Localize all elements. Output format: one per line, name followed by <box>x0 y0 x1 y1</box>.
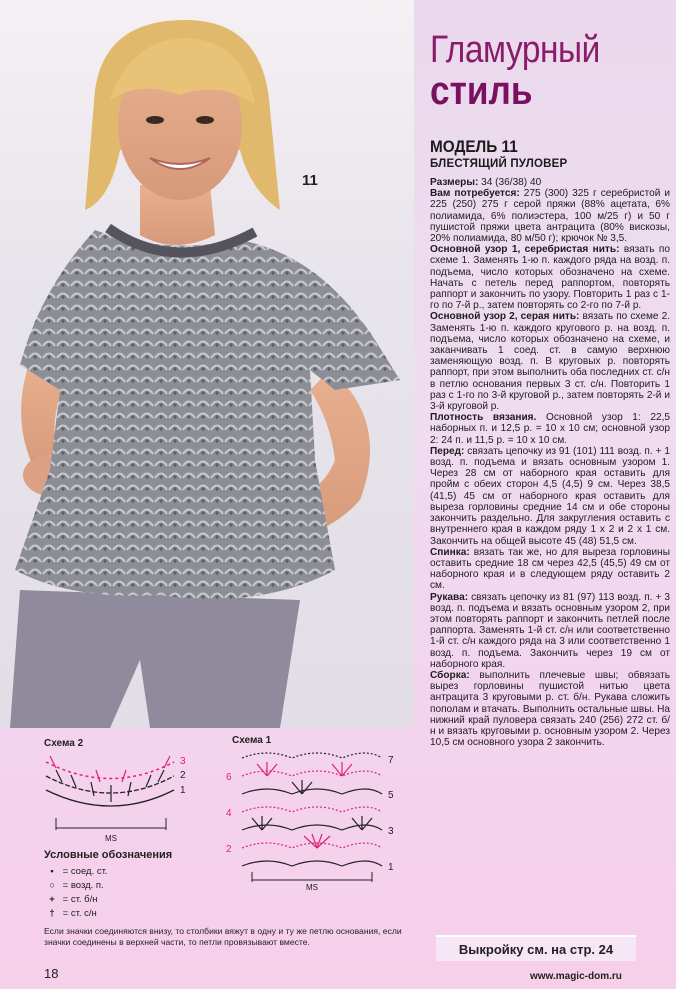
legend-item <box>44 894 97 905</box>
model-photo <box>0 0 414 728</box>
pattern-reference: Выкройку см. на стр. 24 <box>436 935 636 961</box>
sizes-text: 34 (36/38) 40 <box>478 177 542 188</box>
chain-stitch-symbol: ○ <box>49 880 55 891</box>
scheme2-row-3: 3 <box>180 756 186 767</box>
legend-title: Условные обозначения <box>44 849 173 861</box>
legend-item <box>44 908 97 919</box>
sleeves-label: Рукава: <box>430 591 469 603</box>
sizes-paragraph <box>430 177 670 188</box>
scheme1-row-7: 7 <box>388 755 394 766</box>
headline-line1: Гламурный <box>430 29 600 71</box>
scheme2-row-1: 1 <box>180 785 186 796</box>
scheme2-diagram <box>36 750 196 845</box>
scheme1-label: Схема 1 <box>232 735 272 746</box>
back-paragraph <box>430 547 670 592</box>
page-number: 18 <box>44 966 59 981</box>
website-url: www.magic-dom.ru <box>530 971 622 982</box>
density-paragraph <box>430 412 670 446</box>
pattern1-text: вязать по схеме 1. Заменять 1-ю п. каждого ряда на возд. п. подъема, число которых обозначено на схеме. Начать с петель перед раппортом, повторять раппорт и закончить по узору. Повторить 1 раз с 1-го по 7-й р., затем повторять со 2-го по 7-й р. <box>430 244 670 312</box>
single-crochet-symbol: + <box>49 894 55 905</box>
slip-stitch-symbol: • <box>50 866 54 877</box>
stitch-note: Если значки соединяются внизу, то столбики вяжут в одну и ту же петлю основания, если значки соединены в верхней части, то петли провязывают вместе. <box>44 926 402 947</box>
scheme1-diagram <box>222 748 402 893</box>
scheme2-label: Схема 2 <box>44 738 84 749</box>
assembly-text: выполнить плечевые швы; обвязать вырез горловины пушистой нитью цвета антрацита 3 круговыми р. ст. б/н. Рукава сложить пополам и втачать. Выполнить остальные швы. На нижний край пуловера связать 240 (256) 272 ст. б/н и вязать круговыми р. основным узором 2. Через 10,5 см основного узора 2 закончить. <box>430 669 670 749</box>
scheme1-row-5: 5 <box>388 790 394 801</box>
legend-item-text: = соед. ст. <box>62 866 108 877</box>
pattern2-label: Основной узор 2, серая нить: <box>430 311 580 323</box>
sleeves-text: связать цепочку из 81 (97) 113 возд. п. + 3 возд. п. подъема и вязать основным узором 2, при этом повторять раппорт и закончить петлей после раппорта. Заменять 1-й ст. с/н или соответственно 1-й ст. с/н каждого ряда на 3 или соответственно 1 возд. п. подъема. Закончить через 19 см от наборного края. <box>430 591 670 670</box>
assembly-label: Сборка: <box>430 669 470 681</box>
density-text: Основной узор 1: 22,5 наборных п. и 12,5 р. = 10 х 10 см; основной узор 2: 24 п. и 11,5 р. = 10 х 10 см. <box>430 412 670 446</box>
materials-paragraph <box>430 188 670 244</box>
materials-label: Вам потребуется: <box>430 188 520 200</box>
legend-item <box>44 866 108 877</box>
pattern1-paragraph <box>430 244 670 311</box>
legend-item <box>44 880 104 891</box>
double-crochet-symbol: † <box>49 908 55 919</box>
headline-line2: стиль <box>430 69 533 113</box>
legend-item-text: = возд. п. <box>62 880 104 891</box>
scheme2-ms-label: MS <box>105 834 117 843</box>
scheme2-row-2: 2 <box>180 770 186 781</box>
sleeves-paragraph <box>430 592 670 670</box>
scheme1-row-6: 6 <box>226 772 232 783</box>
front-text: связать цепочку из 91 (101) 111 возд. п. + 1 возд. п. подъема и вязать основным узором 1. Через 28 см от наборного края оставить для пройм с обеих сторон 4,5 (4,5) 9 см. Через 38,5 (41,5) 45 см от наборного края оставить для выреза горловины средние 14 см и обе стороны закончить раздельно. Для закругления оставить с внутреннего края в каждом ряду 1 х 2 и 2 х 1 см. Закончить на общей высоте 45 (48) 51,5 см. <box>430 445 670 547</box>
scheme1-row-4: 4 <box>226 808 232 819</box>
legend-item-text: = ст. с/н <box>62 908 97 919</box>
sizes-label: Размеры: <box>430 177 479 188</box>
back-label: Спинка: <box>430 546 470 558</box>
scheme1-ms-label: MS <box>306 883 318 892</box>
pattern1-label: Основной узор 1, серебристая нить: <box>430 244 620 256</box>
scheme1-row-2: 2 <box>226 844 232 855</box>
pattern2-paragraph <box>430 311 670 412</box>
legend-item-text: = ст. б/н <box>62 894 98 905</box>
instructions-column <box>430 177 670 748</box>
photo-model-number: 11 <box>302 172 318 189</box>
assembly-paragraph <box>430 670 670 748</box>
front-paragraph <box>430 446 670 547</box>
pattern2-text: вязать по схеме 2. Заменять 1-ю п. каждого кругового р. на возд. п. подъема, число которых обозначено на схеме, и заканчивать 1 соед. ст. в самую верхнюю заменяющую возд. п. В круговых р. повторять раппорт, при этом выполнить оба последних ст. с/н в петлю основания первых 3 ст. с/н. Повторить 1 раз с 1-го по 3-й круговой р., затем повторять 2-й и 3-й круговой р. <box>430 311 670 413</box>
back-text: вязать так же, но для выреза горловины оставить средние 18 см через 42,5 (45,5) 49 см от наборного края и в следующем ряду оставить 2 см. <box>430 546 670 592</box>
model-title: МОДЕЛЬ 11 <box>430 137 518 156</box>
materials-text: 275 (300) 325 г серебристой и 225 (250) 275 г серой пряжи (88% ацетата, 6% полиамида, 6% полиэстера, 100 м/25 г) и 50 г пушистой пряжи цвета антрацита (80% вискозы, 20% полиамида, 80 м/50 г); крючок № 3,5. <box>430 188 671 245</box>
scheme1-row-1: 1 <box>388 862 394 873</box>
density-label: Плотность вязания. <box>430 412 537 424</box>
model-illustration <box>0 0 414 728</box>
scheme1-row-3: 3 <box>388 826 394 837</box>
front-label: Перед: <box>430 445 465 457</box>
model-subtitle: БЛЕСТЯЩИЙ ПУЛОВЕР <box>430 158 568 170</box>
